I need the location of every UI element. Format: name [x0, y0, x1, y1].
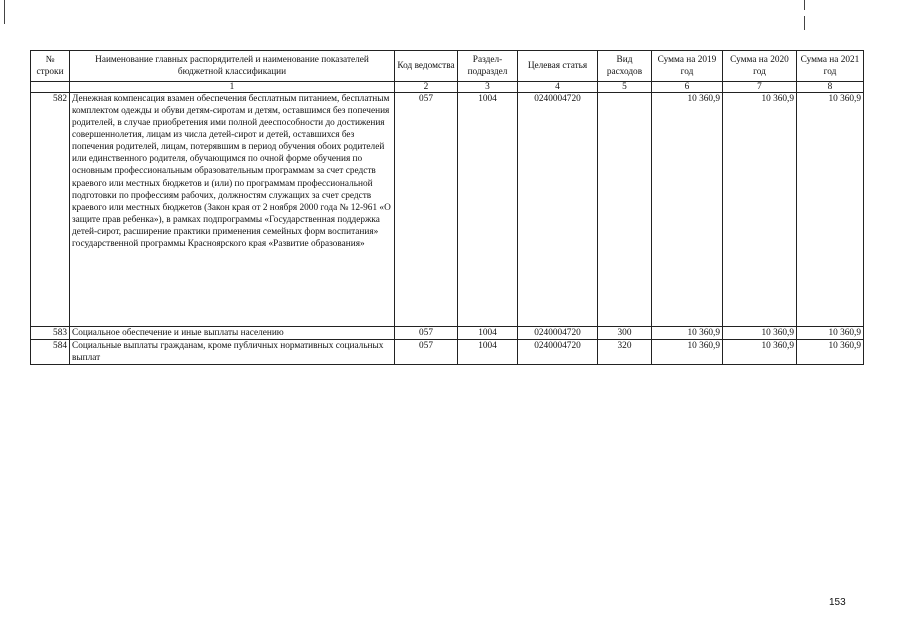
- dept-code: 057: [395, 327, 458, 340]
- header-sum-2019: Сумма на 2019 год: [652, 51, 723, 82]
- line-number: 583: [31, 327, 70, 340]
- item-name: Денежная компенсация взамен обеспечения бесплатным питанием, бесплатным комплектом одежды и обуви детям-сиротам и детям, оставшимся без попечения родителей, в случае приобретения ими полной дееспособности до достижения совершеннолетия, лицам из числа детей-сирот и детей, оставшихся без попечения родителей, лицам, потерявшим в период обучения обоих родителей или единственного родителя, обучающимся по очной форме обучения по основным профессиональным образовательным программам за счет средств краевого или местных бюджетов и (или) по программам профессиональной подготовки по профессиям рабочих, должностям служащих за счет средств краевого или местных бюджетов (Закон края от 2 ноября 2000 года № 12-961 «О защите прав ребенка»), в рамках подпрограммы «Государственная поддержка детей-сирот, расширение практики применения семейных форм воспитания» государственной программы Красноярского края «Развитие образования»: [70, 93, 395, 327]
- header-expense-type: Вид расходов: [598, 51, 652, 82]
- sum-2020: 10 360,9: [723, 327, 797, 340]
- target-article: 0240004720: [518, 93, 598, 327]
- dept-code: 057: [395, 93, 458, 327]
- item-name: Социальное обеспечение и иные выплаты населению: [70, 327, 395, 340]
- item-name: Социальные выплаты гражданам, кроме публичных нормативных социальных выплат: [70, 340, 395, 365]
- sum-2021: 10 360,9: [797, 327, 864, 340]
- right-margin-mark-top: [804, 0, 805, 10]
- header-dept-code: Код ведомства: [395, 51, 458, 82]
- column-number: 3: [458, 82, 518, 93]
- right-margin-mark-bottom: [804, 16, 805, 30]
- sum-2021: 10 360,9: [797, 340, 864, 365]
- target-article: 0240004720: [518, 327, 598, 340]
- column-number: 6: [652, 82, 723, 93]
- column-number-empty: [31, 82, 70, 93]
- column-number-row: [31, 82, 864, 93]
- dept-code: 057: [395, 340, 458, 365]
- line-number: 582: [31, 93, 70, 327]
- header-line-number: № строки: [31, 51, 70, 82]
- header-row: [31, 51, 864, 82]
- sum-2020: 10 360,9: [723, 93, 797, 327]
- table-row: [31, 327, 864, 340]
- expense-type: 320: [598, 340, 652, 365]
- column-number: 4: [518, 82, 598, 93]
- header-name: Наименование главных распорядителей и наименование показателей бюджетной классификации: [70, 51, 395, 82]
- sum-2019: 10 360,9: [652, 340, 723, 365]
- header-target-article: Целевая статья: [518, 51, 598, 82]
- table-row: [31, 93, 864, 327]
- sum-2020: 10 360,9: [723, 340, 797, 365]
- column-number: 7: [723, 82, 797, 93]
- column-number: 1: [70, 82, 395, 93]
- header-section: Раздел-подраздел: [458, 51, 518, 82]
- column-number: 2: [395, 82, 458, 93]
- section-code: 1004: [458, 340, 518, 365]
- left-margin-mark: [4, 0, 5, 24]
- expense-type: [598, 93, 652, 327]
- header-sum-2021: Сумма на 2021 год: [797, 51, 864, 82]
- section-code: 1004: [458, 93, 518, 327]
- column-number: 8: [797, 82, 864, 93]
- expense-type: 300: [598, 327, 652, 340]
- budget-table: [30, 50, 864, 365]
- header-sum-2020: Сумма на 2020 год: [723, 51, 797, 82]
- section-code: 1004: [458, 327, 518, 340]
- target-article: 0240004720: [518, 340, 598, 365]
- column-number: 5: [598, 82, 652, 93]
- table-row: [31, 340, 864, 365]
- line-number: 584: [31, 340, 70, 365]
- sum-2019: 10 360,9: [652, 93, 723, 327]
- sum-2019: 10 360,9: [652, 327, 723, 340]
- sum-2021: 10 360,9: [797, 93, 864, 327]
- page-number: 153: [829, 597, 846, 608]
